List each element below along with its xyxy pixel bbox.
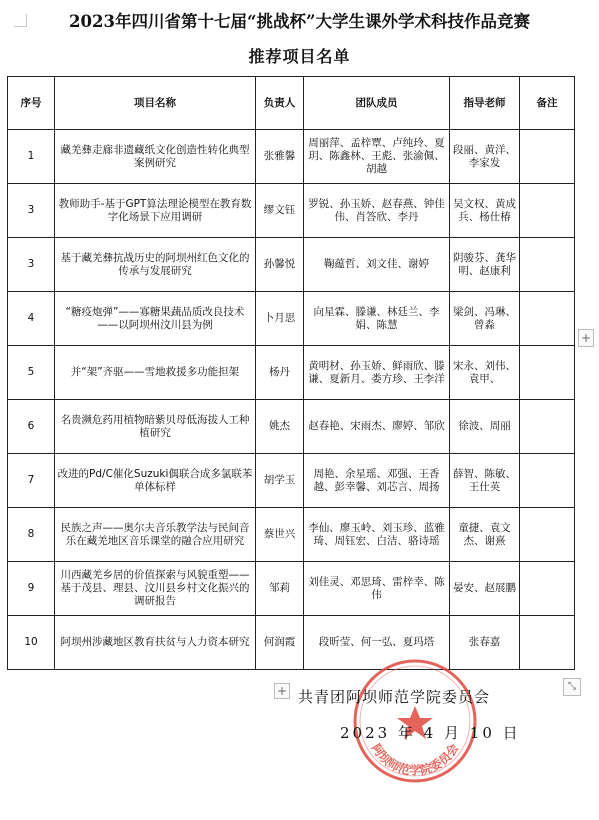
cell-members: 向星霖、滕谦、林廷兰、李娟、陈慧 [304, 292, 450, 346]
issuing-organization: 共青团阿坝师范学院委员会 [298, 688, 491, 706]
cell-no: 4 [8, 292, 55, 346]
table-row [8, 346, 575, 400]
issue-date: 2023 年 4 月 10 日 [340, 724, 521, 742]
cell-note [520, 616, 575, 670]
cell-members: 周丽萍、孟梓覃、卢纯玲、夏玥、陈鑫林、王彪、张渝佩、胡越 [304, 130, 450, 184]
cell-project-name: 民族之声——奥尔夫音乐教学法与民间音乐在藏羌地区音乐课堂的融合应用研究 [55, 508, 256, 562]
cell-project-name: 改进的Pd/C催化Suzuki偶联合成多氯联苯单体标样 [55, 454, 256, 508]
cell-project-name: 阿坝州涉藏地区教育扶贫与人力资本研究 [55, 616, 256, 670]
cell-leader: 缪文钰 [256, 184, 304, 238]
cell-note [520, 184, 575, 238]
table-row [8, 616, 575, 670]
cell-no: 7 [8, 454, 55, 508]
cell-members: 鞠蕴哲、刘文佳、谢婷 [304, 238, 450, 292]
header-advisor: 指导老师 [450, 77, 520, 130]
cell-advisor: 段丽、黄洋、李家发 [450, 130, 520, 184]
table-row [8, 238, 575, 292]
header-project-name: 项目名称 [55, 77, 256, 130]
cell-leader: 蔡世兴 [256, 508, 304, 562]
cell-advisor: 薛智、陈敏、王仕英 [450, 454, 520, 508]
cell-note [520, 454, 575, 508]
recommended-projects-table [7, 76, 575, 670]
header-leader: 负责人 [256, 77, 304, 130]
cell-note [520, 508, 575, 562]
cell-note [520, 346, 575, 400]
cell-note [520, 238, 575, 292]
table-row [8, 562, 575, 616]
cell-leader: 卜月思 [256, 292, 304, 346]
cell-members: 刘佳灵、邓思琦、雷梓幸、陈伟 [304, 562, 450, 616]
cell-members: 黄明材、孙玉娇、鲜雨欣、滕谦、夏新月、娄方珍、王李洋 [304, 346, 450, 400]
cell-advisor: 阴骏芬、龚华明、赵康利 [450, 238, 520, 292]
cell-members: 罗锐、孙玉娇、赵春燕、钟佳伟、肖答欣、李丹 [304, 184, 450, 238]
cell-no: 10 [8, 616, 55, 670]
table-header-row [8, 77, 575, 130]
header-note: 备注 [520, 77, 575, 130]
cell-no: 3 [8, 238, 55, 292]
table-resize-handle[interactable]: ⤡ [563, 678, 581, 696]
header-members: 团队成员 [304, 77, 450, 130]
cell-no: 5 [8, 346, 55, 400]
cell-project-name: “糖疫炮弹”——寡糖果蔬品质改良技术——以阿坝州汶川县为例 [55, 292, 256, 346]
add-row-button[interactable]: + [274, 683, 290, 699]
cell-leader: 孙馨悦 [256, 238, 304, 292]
cell-leader: 张雅馨 [256, 130, 304, 184]
document-title: 2023年四川省第十七届“挑战杯”大学生课外学术科技作品竞赛 [69, 12, 530, 31]
seal-text: 阿坝师范学院委员会 [368, 741, 462, 778]
cell-advisor: 张春嘉 [450, 616, 520, 670]
table-row [8, 184, 575, 238]
cell-no: 9 [8, 562, 55, 616]
cell-advisor: 吴文权、黄成兵、杨仕椿 [450, 184, 520, 238]
table-row [8, 454, 575, 508]
cell-leader: 胡学玉 [256, 454, 304, 508]
cell-members: 段昕莹、何一弘、夏玛塔 [304, 616, 450, 670]
document-subtitle: 推荐项目名单 [248, 47, 351, 66]
cell-project-name: 并“架”齐驱——雪地救援多功能担架 [55, 346, 256, 400]
cell-note [520, 130, 575, 184]
cell-advisor: 宋永、刘伟、袁甲、 [450, 346, 520, 400]
cell-members: 周艳、余星瑶、邓强、王香越、彭幸馨、刘芯言、周扬 [304, 454, 450, 508]
cell-project-name: 基于藏羌彝抗战历史的阿坝州红色文化的传承与发展研究 [55, 238, 256, 292]
header-no: 序号 [8, 77, 55, 130]
cell-leader: 何润霞 [256, 616, 304, 670]
cell-advisor: 童捷、袁文杰、谢熹 [450, 508, 520, 562]
add-column-button[interactable]: + [578, 329, 594, 347]
cell-project-name: 藏羌彝走廊非遗藏纸文化创造性转化典型案例研究 [55, 130, 256, 184]
cell-no: 1 [8, 130, 55, 184]
cell-project-name: 名贵濒危药用植物暗紫贝母低海拔人工种植研究 [55, 400, 256, 454]
cell-no: 3 [8, 184, 55, 238]
cell-note [520, 400, 575, 454]
cell-no: 8 [8, 508, 55, 562]
cell-members: 赵春艳、宋雨杰、廖婷、邹欣 [304, 400, 450, 454]
cell-project-name: 教师助手-基于GPT算法理论模型在教育数字化场景下应用调研 [55, 184, 256, 238]
cell-advisor: 晏安、赵展鹏 [450, 562, 520, 616]
official-seal [350, 656, 480, 786]
cell-leader: 邹莉 [256, 562, 304, 616]
cell-members: 李仙、廖玉岭、刘玉珍、蓝雅琦、周钰宏、白洁、骆诗瑶 [304, 508, 450, 562]
cell-advisor: 梁剑、冯琳、曾淼 [450, 292, 520, 346]
table-row [8, 130, 575, 184]
cell-leader: 姚杰 [256, 400, 304, 454]
cell-leader: 杨丹 [256, 346, 304, 400]
cell-note [520, 562, 575, 616]
table-row [8, 508, 575, 562]
cell-note [520, 292, 575, 346]
cell-no: 6 [8, 400, 55, 454]
cell-project-name: 川西藏羌乡居的价值探索与风貌重塑——基于茂县、理县、汶川县乡村文化振兴的调研报告 [55, 562, 256, 616]
table-row [8, 292, 575, 346]
table-row [8, 400, 575, 454]
cell-advisor: 徐波、周丽 [450, 400, 520, 454]
